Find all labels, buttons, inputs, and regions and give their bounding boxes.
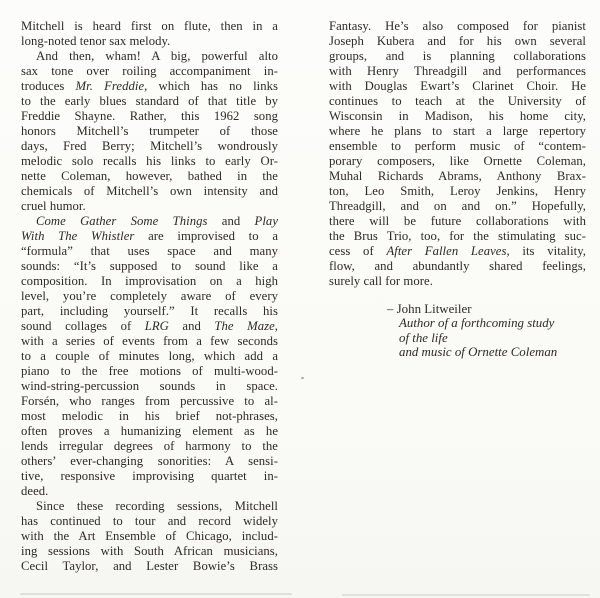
text-line: has continued to tour and record widely — [21, 514, 278, 528]
scan-edge-shadow-right — [342, 594, 590, 596]
text-column-left — [21, 19, 278, 574]
text-line: ton, Leo Smith, Leroy Jenkins, Henry — [329, 184, 586, 198]
signature-credit-line: Author of a forthcoming study — [399, 316, 555, 331]
text-line: With The Whistler are improvised to a — [21, 229, 279, 243]
text-line: porary composers, like Ornette Coleman, — [329, 154, 586, 168]
text-line: tive, responsive improvising quartet in- — [21, 469, 278, 483]
text-line: with Henry Threadgill and performances — [329, 64, 586, 78]
text-line: honors Mitchell’s trumpeter of those — [21, 124, 278, 138]
signature-author: – John Litweiler — [387, 302, 472, 316]
text-line: long-noted tenor sax melody. — [21, 34, 171, 48]
text-line: part, including yourself.” It recalls his — [21, 304, 278, 318]
italic-work-title: Play — [254, 214, 278, 228]
text-line: chemicals of Mitchell’s own intensity and — [21, 184, 278, 198]
text-line: flow, and abundantly shared feelings, — [329, 259, 586, 273]
text-line: days, Fred Berry; Mitchell’s wondrously — [21, 139, 278, 153]
text-line: wind-string-percussion sounds in space. — [21, 379, 278, 393]
text-line: continues to teach at the University of — [329, 94, 586, 108]
text-line: surely call for more. — [329, 274, 433, 288]
text-line: where he plans to start a large repertory — [329, 124, 586, 138]
text-line: Cecil Taylor, and Lester Bowie’s Brass — [21, 559, 278, 573]
text-line: to the early blues standard of that title by — [21, 94, 278, 108]
text-line: to a couple of minutes long, which add a — [21, 349, 278, 363]
text-line: level, you’re completely aware of every — [21, 289, 278, 303]
text-line: troduces Mr. Freddie, which has no links — [21, 79, 279, 93]
signature-credit-line: of the life — [399, 330, 448, 345]
text-line: Mitchell is heard first on flute, then in a — [21, 19, 278, 33]
text-line: piano to the free motions of multi-wood- — [21, 364, 278, 378]
text-line: the Brus Trio, too, for the stimulating suc- — [329, 229, 586, 243]
scan-edge-shadow-left — [20, 593, 292, 595]
signature-credit-line: and music of Ornette Coleman — [399, 345, 558, 360]
italic-work-title: With The Whistler — [21, 229, 135, 243]
italic-work-title: Come Gather Some Things — [36, 214, 208, 228]
text-line: Muhal Richards Abrams, Anthony Brax- — [329, 169, 586, 183]
italic-work-title: The Maze, — [214, 319, 278, 333]
text-line: Since these recording sessions, Mitchell — [36, 499, 278, 513]
text-line: with a series of events from a few seconds — [21, 334, 278, 348]
text-line: most melodic in his brief not-phrases, — [21, 409, 278, 423]
text-line: Joseph Kubera and for his own several — [329, 34, 586, 48]
text-column-right — [329, 19, 586, 289]
text-line: ensemble to perform music of “contem- — [329, 139, 586, 153]
text-line: Fantasy. He’s also composed for pianist — [329, 19, 586, 33]
text-line: And then, wham! A big, powerful alto — [36, 49, 278, 63]
text-line: Forsén, who ranges from percussive to al- — [21, 394, 278, 408]
text-line: Threadgill, and on and on.” Hopefully, — [329, 199, 586, 213]
italic-work-title: LRG — [144, 319, 169, 333]
text-line: groups, and is planning collaborations — [329, 49, 586, 63]
text-line: Come Gather Some Things and Play — [36, 214, 278, 228]
text-line: cruel humor. — [21, 199, 86, 213]
text-line: Freddie Shayne. Rather, this 1962 song — [21, 109, 278, 123]
text-line: with the Art Ensemble of Chicago, includ- — [21, 529, 278, 543]
text-line: deed. — [21, 484, 49, 498]
text-line: melodic solo recalls his links to early Or- — [21, 154, 278, 168]
scan-speck — [301, 377, 304, 379]
text-line: often proves a humanizing element as he — [21, 424, 278, 438]
text-line: nette Coleman, however, bathed in the — [21, 169, 278, 183]
text-line: there will be future collaborations with — [329, 214, 586, 228]
text-line: with Douglas Ewart’s Clarinet Choir. He — [329, 79, 586, 93]
text-line: sax tone over roiling accompaniment in- — [21, 64, 278, 78]
text-line: Wisconsin in Madison, his home city, — [329, 109, 586, 123]
signature-block — [387, 302, 557, 360]
text-line: composition. In improvisation on a high — [21, 274, 278, 288]
italic-work-title: After Fallen Leaves, — [386, 244, 510, 258]
italic-work-title: Mr. Freddie, — [75, 79, 148, 93]
text-line: cess of After Fallen Leaves, its vitality, — [329, 244, 587, 258]
text-line: “formula” that uses space and many — [21, 244, 278, 258]
text-line: sounds: “It’s supposed to sound like a — [21, 259, 278, 273]
text-line: ing sessions with South African musicians, — [21, 544, 278, 558]
text-line: sound collages of LRG and The Maze, — [21, 319, 278, 333]
text-line: lends irregular degrees of harmony to the — [21, 439, 278, 453]
text-line: others’ ever-changing sonorities: A sensi- — [21, 454, 278, 468]
